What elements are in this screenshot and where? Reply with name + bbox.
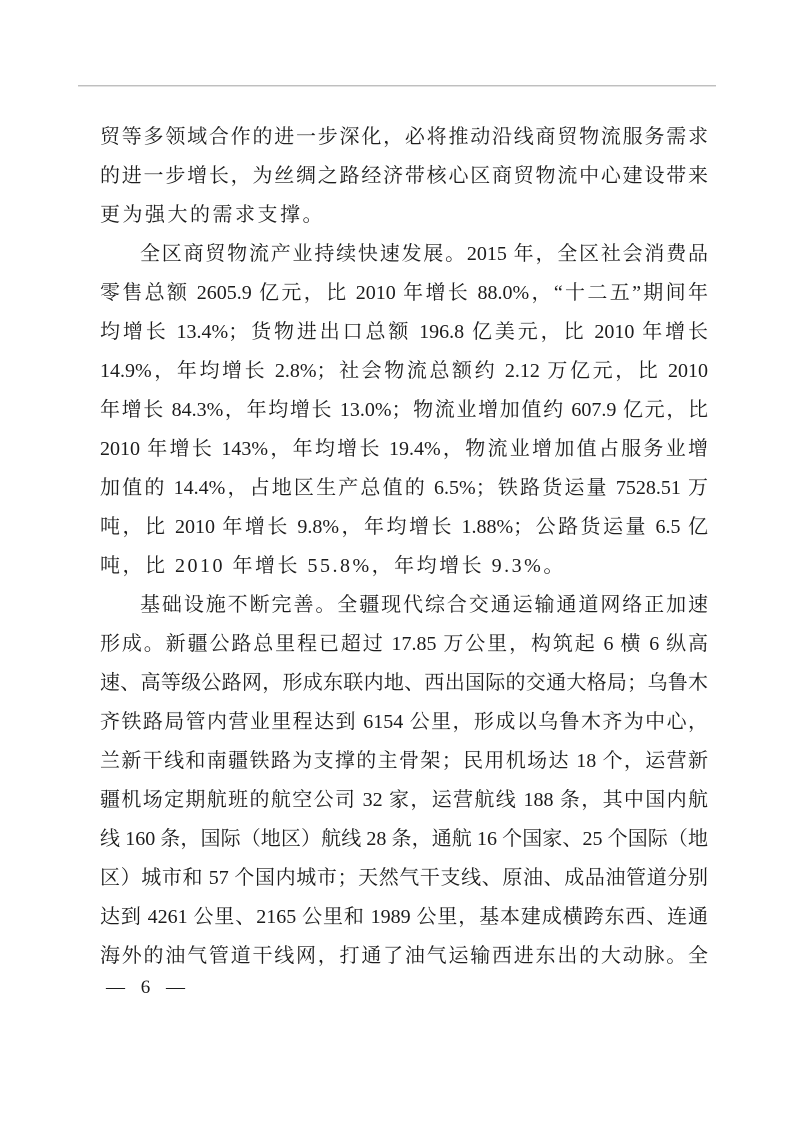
text-line: 零售总额 2605.9 亿元，比 2010 年增长 88.0%，“十二五”期间年 [100, 282, 708, 304]
text-line: 速、高等级公路网，形成东联内地、西出国际的交通大格局；乌鲁木 [100, 672, 708, 694]
page-number: — 6 — [106, 977, 186, 998]
text-line: 疆机场定期航班的航空公司 32 家，运营航线 188 条，其中国内航 [100, 789, 708, 811]
text-line: 全区商贸物流产业持续快速发展。2015 年，全区社会消费品 [140, 243, 708, 265]
text-line: 14.9%，年均增长 2.8%；社会物流总额约 2.12 万亿元，比 2010 [100, 360, 708, 382]
text-line: 海外的油气管道干线网，打通了油气运输西进东出的大动脉。全 [100, 945, 708, 967]
text-line: 达到 4261 公里、2165 公里和 1989 公里，基本建成横跨东西、连通 [100, 906, 708, 928]
text-line: 的进一步增长，为丝绸之路经济带核心区商贸物流中心建设带来 [100, 165, 708, 187]
text-line: 均增长 13.4%；货物进出口总额 196.8 亿美元，比 2010 年增长 [100, 321, 708, 343]
text-line: 形成。新疆公路总里程已超过 17.85 万公里，构筑起 6 横 6 纵高 [100, 633, 708, 655]
text-line: 兰新干线和南疆铁路为支撑的主骨架；民用机场达 18 个，运营新 [100, 750, 708, 772]
text-line: 加值的 14.4%，占地区生产总值的 6.5%；铁路货运量 7528.51 万 [100, 477, 708, 499]
text-line: 区）城市和 57 个国内城市；天然气干支线、原油、成品油管道分别 [100, 867, 708, 889]
text-line: 齐铁路局管内营业里程达到 6154 公里，形成以乌鲁木齐为中心， [100, 711, 708, 733]
text-line: 吨，比 2010 年增长 55.8%，年均增长 9.3%。 [100, 555, 566, 577]
text-line: 贸等多领域合作的进一步深化，必将推动沿线商贸物流服务需求 [100, 126, 708, 148]
text-line: 2010 年增长 143%，年均增长 19.4%，物流业增加值占服务业增 [100, 438, 708, 460]
text-line: 更为强大的需求支撑。 [100, 204, 325, 226]
text-line: 基础设施不断完善。全疆现代综合交通运输通道网络正加速 [140, 594, 708, 616]
paragraph-infrastructure [100, 586, 708, 976]
header-divider [78, 85, 716, 87]
paragraph-continuation [100, 118, 708, 235]
text-line: 线 160 条，国际（地区）航线 28 条，通航 16 个国家、25 个国际（地 [100, 828, 708, 850]
text-line: 吨，比 2010 年增长 9.8%，年均增长 1.88%；公路货运量 6.5 亿 [100, 516, 708, 538]
body-text [100, 118, 708, 976]
paragraph-logistics-growth [100, 235, 708, 586]
text-line: 年增长 84.3%，年均增长 13.0%；物流业增加值约 607.9 亿元，比 [100, 399, 708, 421]
